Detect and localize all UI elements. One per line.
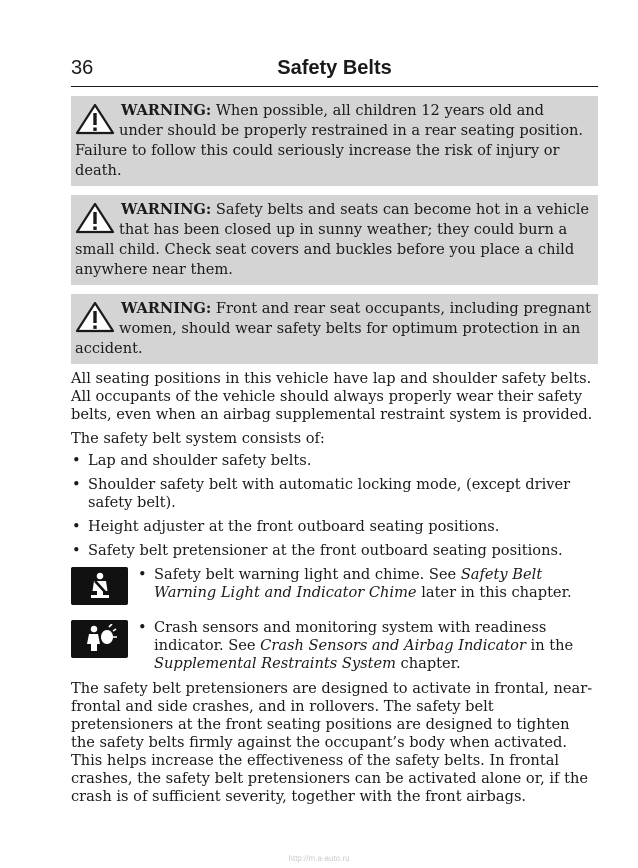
warning-box-occupants <box>71 294 598 364</box>
footer-watermark: http://m.a-auto.ru <box>288 854 350 863</box>
list-item: • Lap and shoulder safety belts. <box>71 452 598 470</box>
system-heading: The safety belt system consists of: <box>71 430 325 447</box>
airbag-indicator-item <box>71 619 598 673</box>
page-number: 36 <box>71 57 94 79</box>
airbag-indicator-text <box>138 619 598 673</box>
warning-label: WARNING: <box>121 300 212 317</box>
item-text: chapter. <box>395 655 461 672</box>
warning-label: WARNING: <box>121 201 212 218</box>
warning-triangle-icon <box>75 103 119 137</box>
list-item: • Shoulder safety belt with automatic locking mode, (except driver safety belt). <box>71 476 598 512</box>
item-text: later in this chapter. <box>416 584 572 601</box>
warning-box-children <box>71 96 598 186</box>
seatbelt-warning-icon <box>71 567 128 605</box>
warning-text: Safety belts and seats can become hot in a vehicle that has been closed up in sunny weather; they could burn a small child. Check seat covers and buckles before you place a child anywhere near them. <box>75 201 590 278</box>
manual-page <box>71 56 598 806</box>
warning-triangle-icon <box>75 301 119 335</box>
item-text: in the <box>525 637 574 654</box>
system-bullet-list <box>71 452 598 560</box>
warning-text: When possible, all children 12 years old and under should be properly restrained in a rear seating position. Failure to follow this could seriously increase the risk of injury or death. <box>75 102 584 179</box>
list-item: • Safety belt pretensioner at the front outboard seating positions. <box>71 542 598 560</box>
cross-reference: Crash Sensors and Airbag Indicator <box>260 637 526 654</box>
seatbelt-warning-item <box>71 566 598 605</box>
intro-paragraph: All seating positions in this vehicle have lap and shoulder safety belts. All occupants of the vehicle should always properly wear their safety belts, even when an airbag supplemental restraint system is provided. <box>71 370 593 423</box>
list-item: • Height adjuster at the front outboard seating positions. <box>71 518 598 536</box>
cross-reference: Safety Belt Warning Light and Indicator Chime <box>154 566 543 601</box>
warning-triangle-icon <box>75 202 119 236</box>
warning-text: Front and rear seat occupants, including pregnant women, should wear safety belts for optimum protection in an accident. <box>75 300 591 357</box>
warning-label: WARNING: <box>121 102 212 119</box>
item-text: Safety belt warning light and chime. See <box>154 566 461 583</box>
airbag-indicator-icon <box>71 620 128 658</box>
warning-box-hot-belts <box>71 195 598 285</box>
pretensioner-paragraph: The safety belt pretensioners are designed to activate in frontal, near-frontal and side crashes, and in rollovers. The safety belt pretensioners at the front seating positions are designed to tighten the safety belts firmly against the occupant’s body when activated. This helps increase the effectiveness of the safety belts. In frontal crashes, the safety belt pretensioners can be activated alone or, if the crash is of sufficient severity, together with the front airbags. <box>71 680 593 805</box>
page-header <box>71 56 598 87</box>
page-title: Safety Belts <box>277 57 392 79</box>
seatbelt-warning-text <box>138 566 598 602</box>
cross-reference: Supplemental Restraints System <box>154 655 396 672</box>
item-text: Crash sensors and monitoring system with readiness indicator. See <box>154 619 547 654</box>
